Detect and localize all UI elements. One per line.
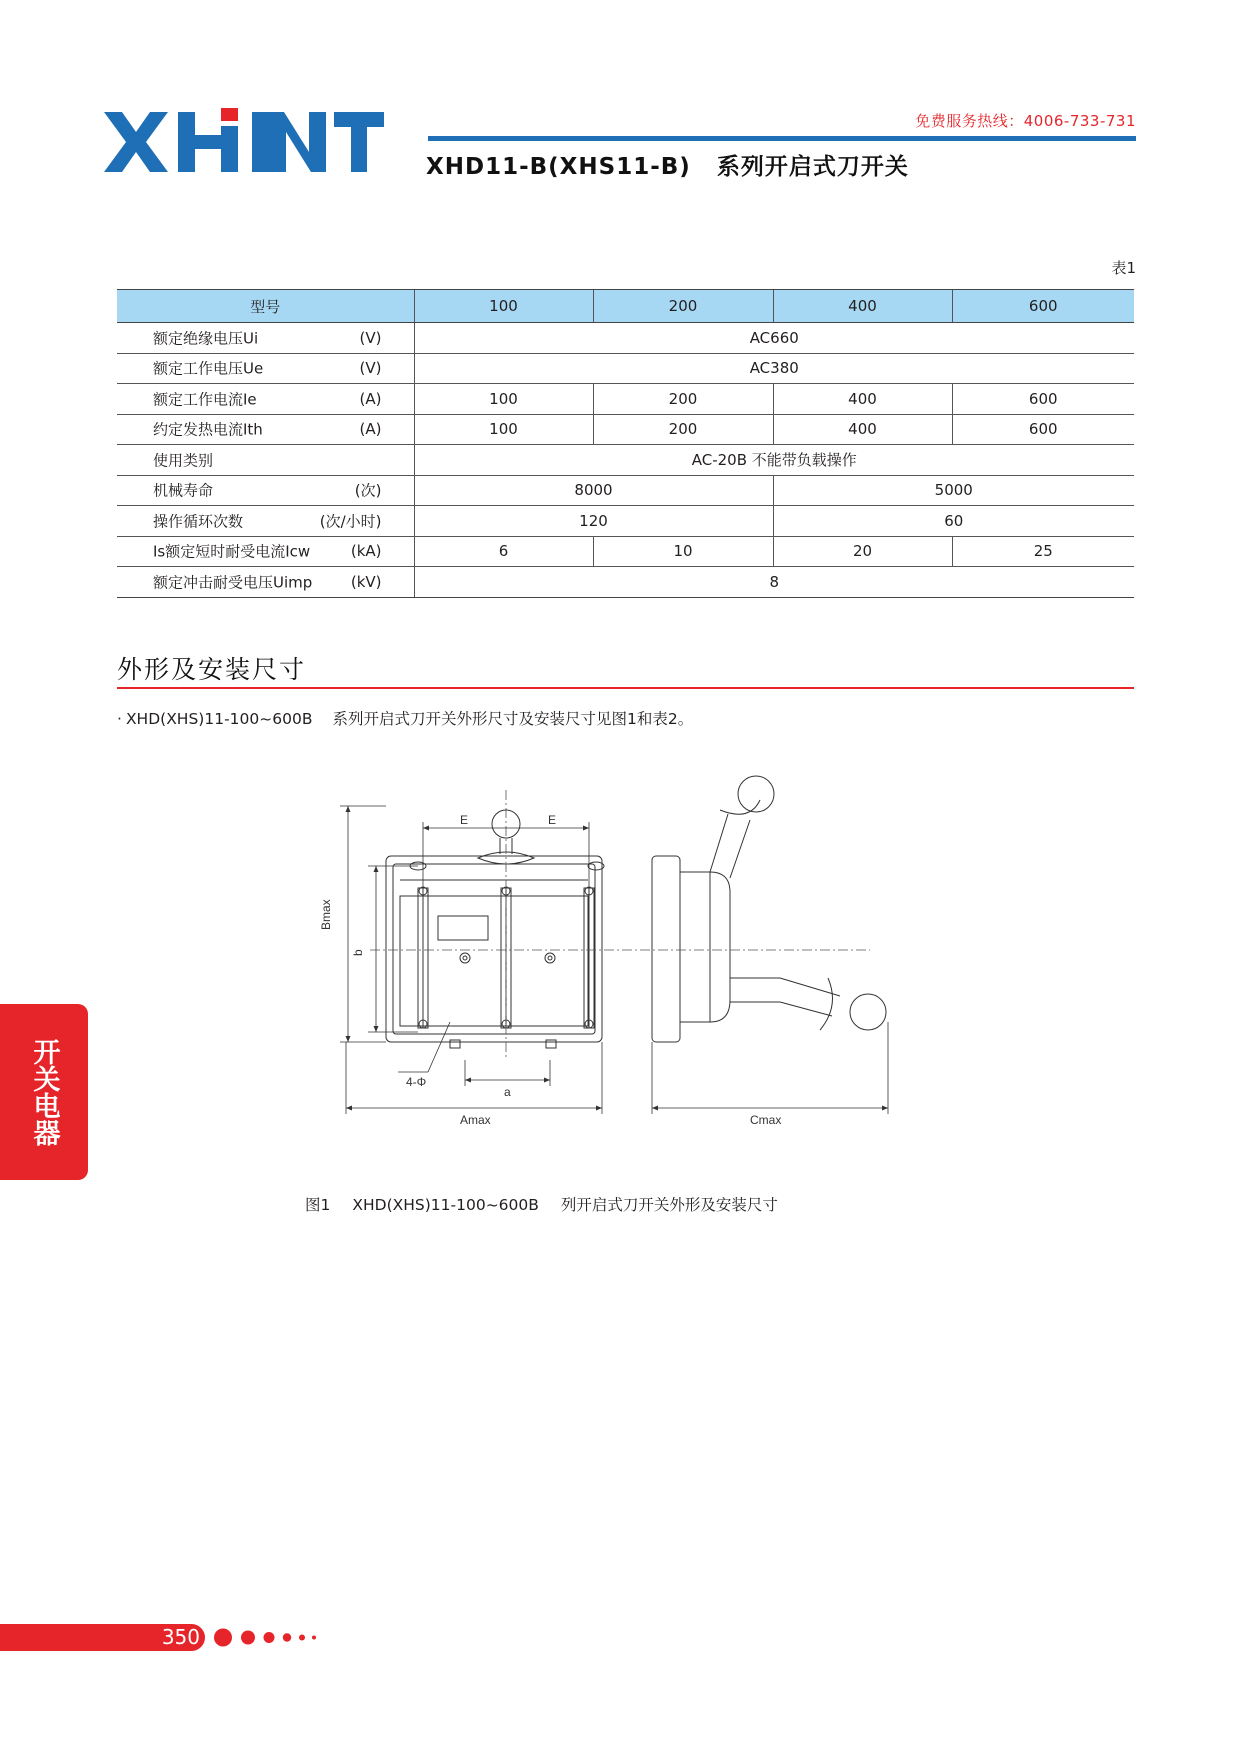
header-model: 型号 xyxy=(117,290,414,323)
dim-label-e-right: E xyxy=(548,813,557,827)
pole-left xyxy=(418,887,428,1028)
dim-label-a: a xyxy=(504,1085,511,1099)
value-cell: 400 xyxy=(773,384,952,415)
param-unit: (次/小时) xyxy=(319,512,382,531)
intro-bullet: · xyxy=(117,710,122,728)
value-cell: 100 xyxy=(414,384,593,415)
intro-text: 系列开启式刀开关外形尺寸及安装尺寸见图1和表2。 xyxy=(332,710,694,728)
param-cell xyxy=(117,323,414,354)
section-heading: 外形及安装尺寸 xyxy=(117,655,307,684)
dim-label-amax: Amax xyxy=(460,1113,491,1127)
value-cell: 400 xyxy=(773,414,952,445)
dimension-drawing xyxy=(310,760,950,1140)
value-cell: 600 xyxy=(952,384,1134,415)
table-row xyxy=(117,445,1134,476)
table-label: 表1 xyxy=(1111,259,1136,277)
side-tab-label: 开关电器 xyxy=(28,1038,60,1146)
param-unit: (kV) xyxy=(350,572,382,591)
title-series: 系列开启式刀开关 xyxy=(716,154,909,180)
dim-label-bmax: Bmax xyxy=(319,899,333,930)
header-100: 100 xyxy=(414,290,593,323)
value-cell: AC660 xyxy=(414,323,1134,354)
param-name: Is额定短时耐受电流Icw xyxy=(153,542,311,561)
param-unit: (V) xyxy=(359,359,382,378)
handle-knob-lower xyxy=(850,994,886,1030)
param-name: 使用类别 xyxy=(153,451,214,470)
dim-label-cmax: Cmax xyxy=(750,1113,782,1127)
table-row xyxy=(117,384,1134,415)
decorative-dots xyxy=(212,1624,322,1651)
value-cell: AC-20B 不能带负载操作 xyxy=(414,445,1134,476)
param-cell xyxy=(117,384,414,415)
param-cell xyxy=(117,414,414,445)
param-cell xyxy=(117,353,414,384)
value-cell: 200 xyxy=(593,414,773,445)
category-side-tab xyxy=(0,1004,88,1180)
param-unit: (A) xyxy=(359,389,382,408)
value-cell: 8 xyxy=(414,567,1134,598)
table-row xyxy=(117,567,1134,598)
intro-model: XHD(XHS)11-100~600B xyxy=(125,710,313,728)
dim-label-holes: 4-Φ xyxy=(406,1075,427,1089)
spec-table xyxy=(117,289,1134,598)
service-hotline: 免费服务热线：4006-733-731 xyxy=(915,112,1136,130)
table-row xyxy=(117,536,1134,567)
value-cell: 25 xyxy=(952,536,1134,567)
param-name: 机械寿命 xyxy=(153,481,214,500)
param-cell xyxy=(117,536,414,567)
param-unit: (次) xyxy=(354,481,382,500)
figure-caption-text: 列开启式刀开关外形及安装尺寸 xyxy=(560,1196,778,1214)
value-cell: 20 xyxy=(773,536,952,567)
param-name: 额定工作电压Ue xyxy=(153,359,264,378)
param-unit: (V) xyxy=(359,328,382,347)
section-intro xyxy=(117,707,693,729)
value-cell: 100 xyxy=(414,414,593,445)
pole-right xyxy=(584,887,594,1028)
param-cell xyxy=(117,475,414,506)
section-rule xyxy=(117,687,1134,689)
param-cell xyxy=(117,506,414,537)
document-title xyxy=(426,148,909,181)
table-row xyxy=(117,506,1134,537)
table-row xyxy=(117,414,1134,445)
table-row xyxy=(117,475,1134,506)
param-name: 约定发热电流Ith xyxy=(153,420,263,439)
header-400: 400 xyxy=(773,290,952,323)
side-view-body xyxy=(652,856,680,1042)
param-cell xyxy=(117,567,414,598)
dim-label-b: b xyxy=(351,949,365,956)
table-header-row xyxy=(117,290,1134,323)
value-cell: 120 xyxy=(414,506,773,537)
title-model: XHD11-B(XHS11-B) xyxy=(426,154,691,180)
param-name: 操作循环次数 xyxy=(153,512,244,531)
value-cell: 60 xyxy=(773,506,1134,537)
figure-model: XHD(XHS)11-100~600B xyxy=(352,1196,539,1214)
header-600: 600 xyxy=(952,290,1134,323)
param-unit: (A) xyxy=(359,420,382,439)
param-unit: (kA) xyxy=(350,542,382,561)
value-cell: 10 xyxy=(593,536,773,567)
table-row xyxy=(117,323,1134,354)
value-cell: 200 xyxy=(593,384,773,415)
value-cell: AC380 xyxy=(414,353,1134,384)
param-name: 额定工作电流Ie xyxy=(153,390,257,409)
header-200: 200 xyxy=(593,290,773,323)
value-cell: 6 xyxy=(414,536,593,567)
xhnt-logo xyxy=(104,104,384,176)
header-rule xyxy=(428,136,1136,141)
param-name: 额定冲击耐受电压Uimp xyxy=(153,573,313,592)
figure-number: 图1 xyxy=(305,1196,331,1214)
value-cell: 600 xyxy=(952,414,1134,445)
value-cell: 5000 xyxy=(773,475,1134,506)
param-name: 额定绝缘电压Ui xyxy=(153,329,259,348)
page-number: 350 xyxy=(161,1625,200,1649)
figure-caption xyxy=(305,1193,778,1215)
param-cell xyxy=(117,445,414,476)
dim-label-e-left: E xyxy=(460,813,469,827)
value-cell: 8000 xyxy=(414,475,773,506)
table-row xyxy=(117,353,1134,384)
